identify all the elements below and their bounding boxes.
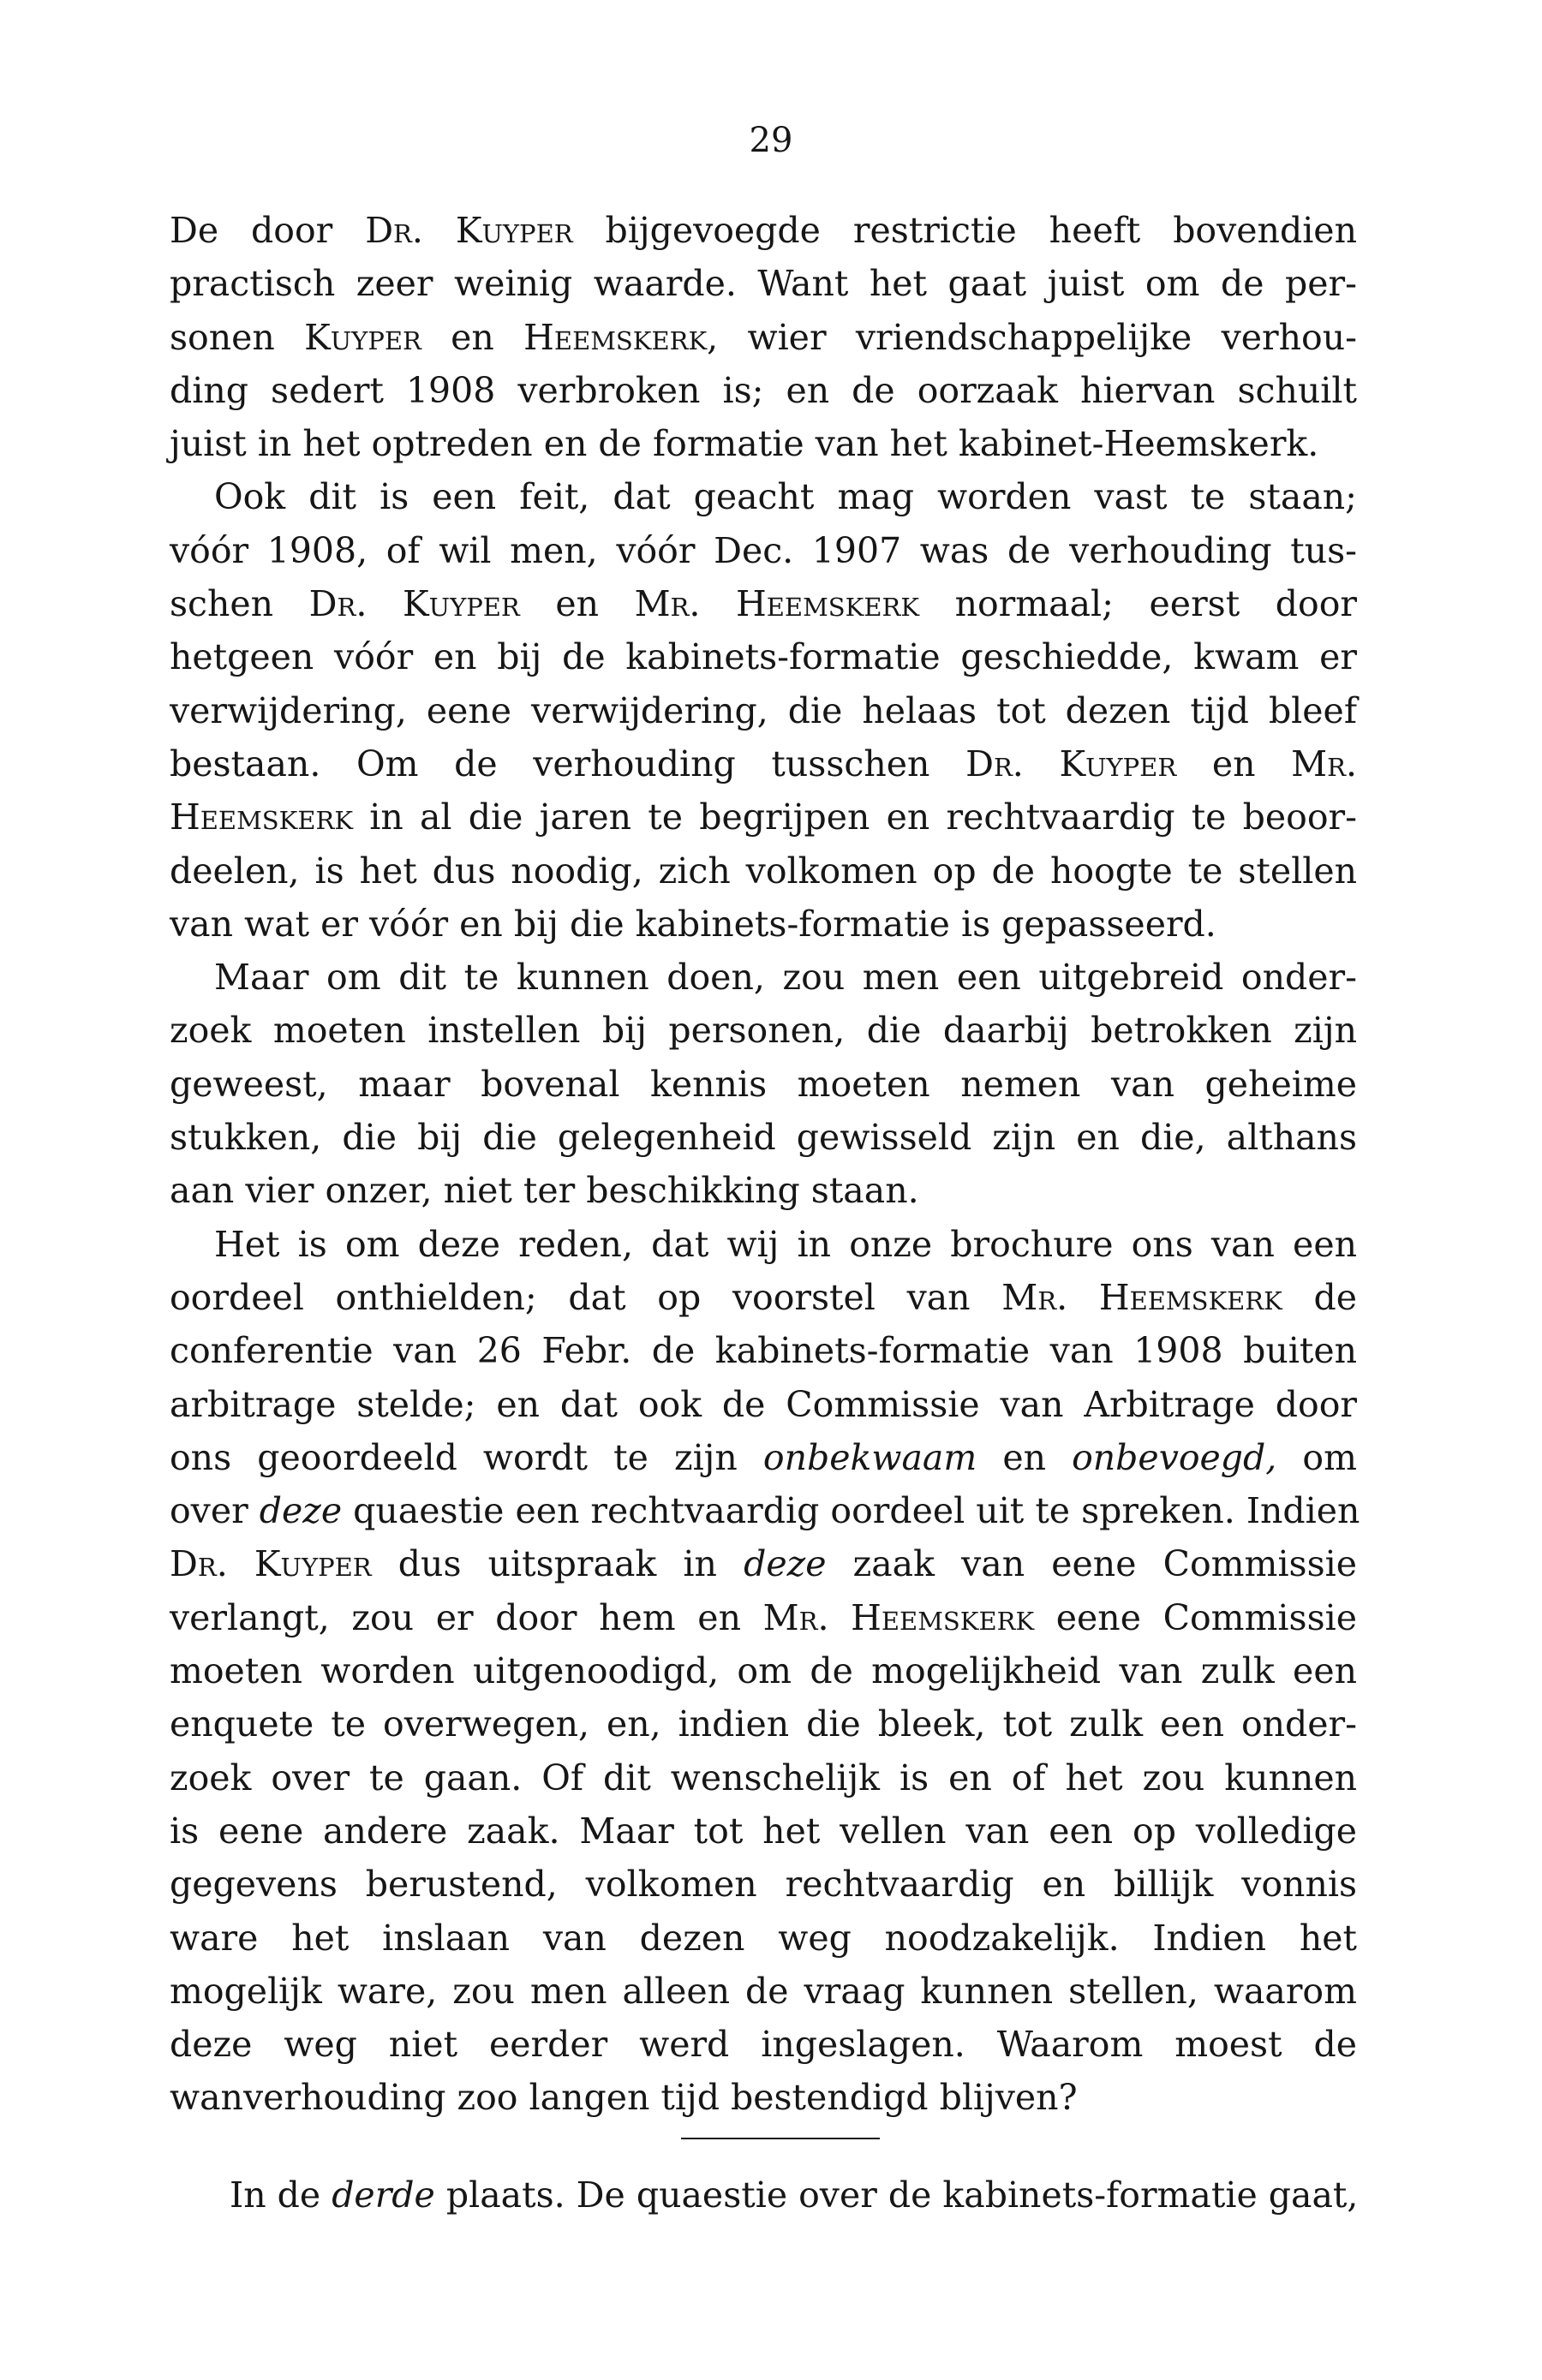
text-run: Ook dit is een feit, dat geacht mag worden vast te staan;	[214, 476, 1357, 518]
text-run: oordeel onthielden; dat op voorstel van	[170, 1276, 1002, 1318]
text-line	[170, 2168, 1357, 2222]
text-run: zoek over te gaan. Of dit wenschelijk is en of het zou kunnen	[170, 1757, 1357, 1798]
text-run: bijgevoegde restrictie heeft bovendien	[572, 210, 1357, 251]
emphasis-text: deze	[259, 1490, 343, 1532]
name-small-caps: Heemskerk	[523, 316, 708, 358]
text-run: gegevens berustend, volkomen rechtvaardig en billijk vonnis	[170, 1864, 1357, 1906]
text-run: en	[421, 316, 524, 358]
text-run: aan vier onzer, niet ter beschikking staan.	[170, 1170, 919, 1212]
text-run: hetgeen vóór en bij de kabinets-formatie geschiedde, kwam er	[170, 636, 1357, 678]
text-run: deelen, is het dus noodig, zich volkomen op de hoogte te stellen	[170, 850, 1357, 892]
text-run: schen	[170, 583, 309, 625]
text-line	[170, 1378, 1357, 1431]
text-run: plaats. De quaestie over de kabinets-formatie gaat,	[434, 2174, 1359, 2216]
text-line	[170, 844, 1357, 898]
text-run: normaal; eerst door	[919, 583, 1357, 625]
text-run: is eene andere zaak. Maar tot het vellen van een op volledige	[170, 1810, 1357, 1852]
text-run: verwijdering, eene verwijdering, die helaas tot dezen tijd bleef	[170, 689, 1357, 731]
text-line	[170, 790, 1357, 844]
name-small-caps: Dr. Kuyper	[170, 1543, 372, 1585]
text-run: zoek moeten instellen bij personen, die daarbij betrokken zijn	[170, 1010, 1357, 1052]
name-small-caps: Mr.	[1291, 743, 1357, 784]
text-run: bestaan. Om de verhouding tusschen	[170, 743, 966, 784]
text-run: In de	[230, 2174, 332, 2216]
text-line	[170, 1697, 1357, 1751]
text-line	[170, 1804, 1357, 1858]
text-run: quaestie een rechtvaardig oordeel uit te spreken. Indien	[342, 1490, 1360, 1532]
text-run: eene Commissie	[1034, 1596, 1358, 1638]
text-line	[170, 1164, 1357, 1217]
text-run: over	[170, 1490, 260, 1532]
text-run: conferentie van 26 Febr. de kabinets-formatie van 1908 buiten	[170, 1330, 1357, 1372]
text-run: De door	[170, 210, 366, 251]
text-line	[170, 470, 1357, 523]
text-run: Het is om deze reden, dat wij in onze brochure ons van een	[214, 1223, 1357, 1265]
text-line	[170, 951, 1357, 1004]
text-run: , wier vriendschappelijke verhou-	[707, 316, 1357, 358]
text-run: verlangt, zou er door hem en	[170, 1596, 763, 1638]
text-line	[170, 684, 1357, 737]
text-line	[170, 1431, 1357, 1484]
text-run: zaak van eene Commissie	[826, 1543, 1358, 1585]
text-run: mogelijk ware, zou men alleen de vraag kunnen stellen, waarom	[170, 1970, 1357, 2012]
text-run: en	[519, 583, 635, 625]
emphasis-text: deze	[744, 1543, 827, 1585]
name-small-caps: Mr. Heemskerk	[634, 583, 919, 625]
text-run: enquete te overwegen, en, indien die bleek, tot zulk een onder-	[170, 1703, 1357, 1745]
text-run: vóór 1908, of wil men, vóór Dec. 1907 was de verhouding tus-	[170, 529, 1357, 571]
text-run: stukken, die bij die gelegenheid gewisseld zijn en die, althans	[170, 1117, 1357, 1159]
text-line	[170, 1484, 1360, 1537]
trailing-paragraph	[170, 2168, 1357, 2222]
text-line	[170, 577, 1357, 630]
text-run: van wat er vóór en bij die kabinets-formatie is gepasseerd.	[170, 903, 1216, 945]
name-small-caps: Mr. Heemskerk	[1001, 1276, 1282, 1318]
text-run: om	[1276, 1436, 1357, 1478]
text-line	[170, 1912, 1357, 1965]
text-line	[170, 1591, 1357, 1644]
text-run: geweest, maar bovenal kennis moeten nemen van geheime	[170, 1063, 1357, 1105]
section-divider	[681, 2138, 880, 2139]
text-run: moeten worden uitgenoodigd, om de mogelijkheid van zulk een	[170, 1650, 1357, 1692]
text-line	[170, 1004, 1357, 1057]
text-run: ons geoordeeld wordt te zijn	[170, 1436, 763, 1478]
text-line	[170, 1644, 1357, 1697]
text-run: en	[1176, 743, 1292, 784]
text-line	[170, 311, 1357, 364]
text-line	[170, 1271, 1357, 1324]
text-run: ding sedert 1908 verbroken is; en de oorzaak hiervan schuilt	[170, 369, 1357, 411]
text-line	[170, 1111, 1357, 1164]
name-small-caps: Dr. Kuyper	[965, 743, 1177, 784]
text-line	[170, 2071, 1357, 2124]
name-small-caps: Heemskerk	[170, 796, 353, 838]
name-small-caps: Mr. Heemskerk	[762, 1596, 1035, 1638]
page-number: 29	[749, 121, 793, 160]
name-small-caps: Dr. Kuyper	[308, 583, 520, 625]
text-run: wanverhouding zoo langen tijd bestendigd blijven?	[170, 2077, 1078, 2119]
text-line	[170, 1751, 1357, 1804]
text-line	[170, 1858, 1357, 1911]
text-run: de	[1282, 1276, 1358, 1318]
emphasis-text: derde	[332, 2174, 435, 2216]
text-line	[170, 737, 1357, 790]
text-line	[170, 1965, 1357, 2018]
text-line	[170, 630, 1357, 683]
text-line	[170, 1058, 1357, 1111]
text-run: deze weg niet eerder werd ingeslagen. Waarom moest de	[170, 2024, 1357, 2066]
text-run: arbitrage stelde; en dat ook de Commissie van Arbitrage door	[170, 1383, 1357, 1425]
text-line	[170, 417, 1357, 470]
text-run: juist in het optreden en de formatie van het kabinet-Heemskerk.	[170, 423, 1319, 465]
text-line	[170, 364, 1357, 417]
body-text	[170, 204, 1360, 2125]
text-line	[170, 524, 1357, 577]
text-line	[170, 257, 1357, 310]
name-small-caps: Kuyper	[304, 316, 421, 358]
text-run: en	[977, 1436, 1073, 1478]
text-line	[170, 1324, 1357, 1377]
name-small-caps: Dr. Kuyper	[365, 210, 573, 251]
text-run: in al die jaren te begrijpen en rechtvaardig te beoor-	[353, 796, 1357, 838]
emphasis-text: onbevoegd,	[1072, 1436, 1277, 1478]
text-line	[170, 1537, 1357, 1590]
text-line	[170, 898, 1357, 951]
text-run: ware het inslaan van dezen weg noodzakelijk. Indien het	[170, 1917, 1357, 1959]
text-run: Maar om dit te kunnen doen, zou men een uitgebreid onder-	[214, 957, 1357, 999]
text-run: practisch zeer weinig waarde. Want het gaat juist om de per-	[170, 263, 1357, 305]
text-line	[170, 1218, 1357, 1271]
text-run: dus uitspraak in	[371, 1543, 744, 1585]
text-line	[170, 204, 1357, 257]
text-run: sonen	[170, 316, 305, 358]
text-line	[170, 2018, 1357, 2071]
emphasis-text: onbekwaam	[762, 1436, 977, 1478]
